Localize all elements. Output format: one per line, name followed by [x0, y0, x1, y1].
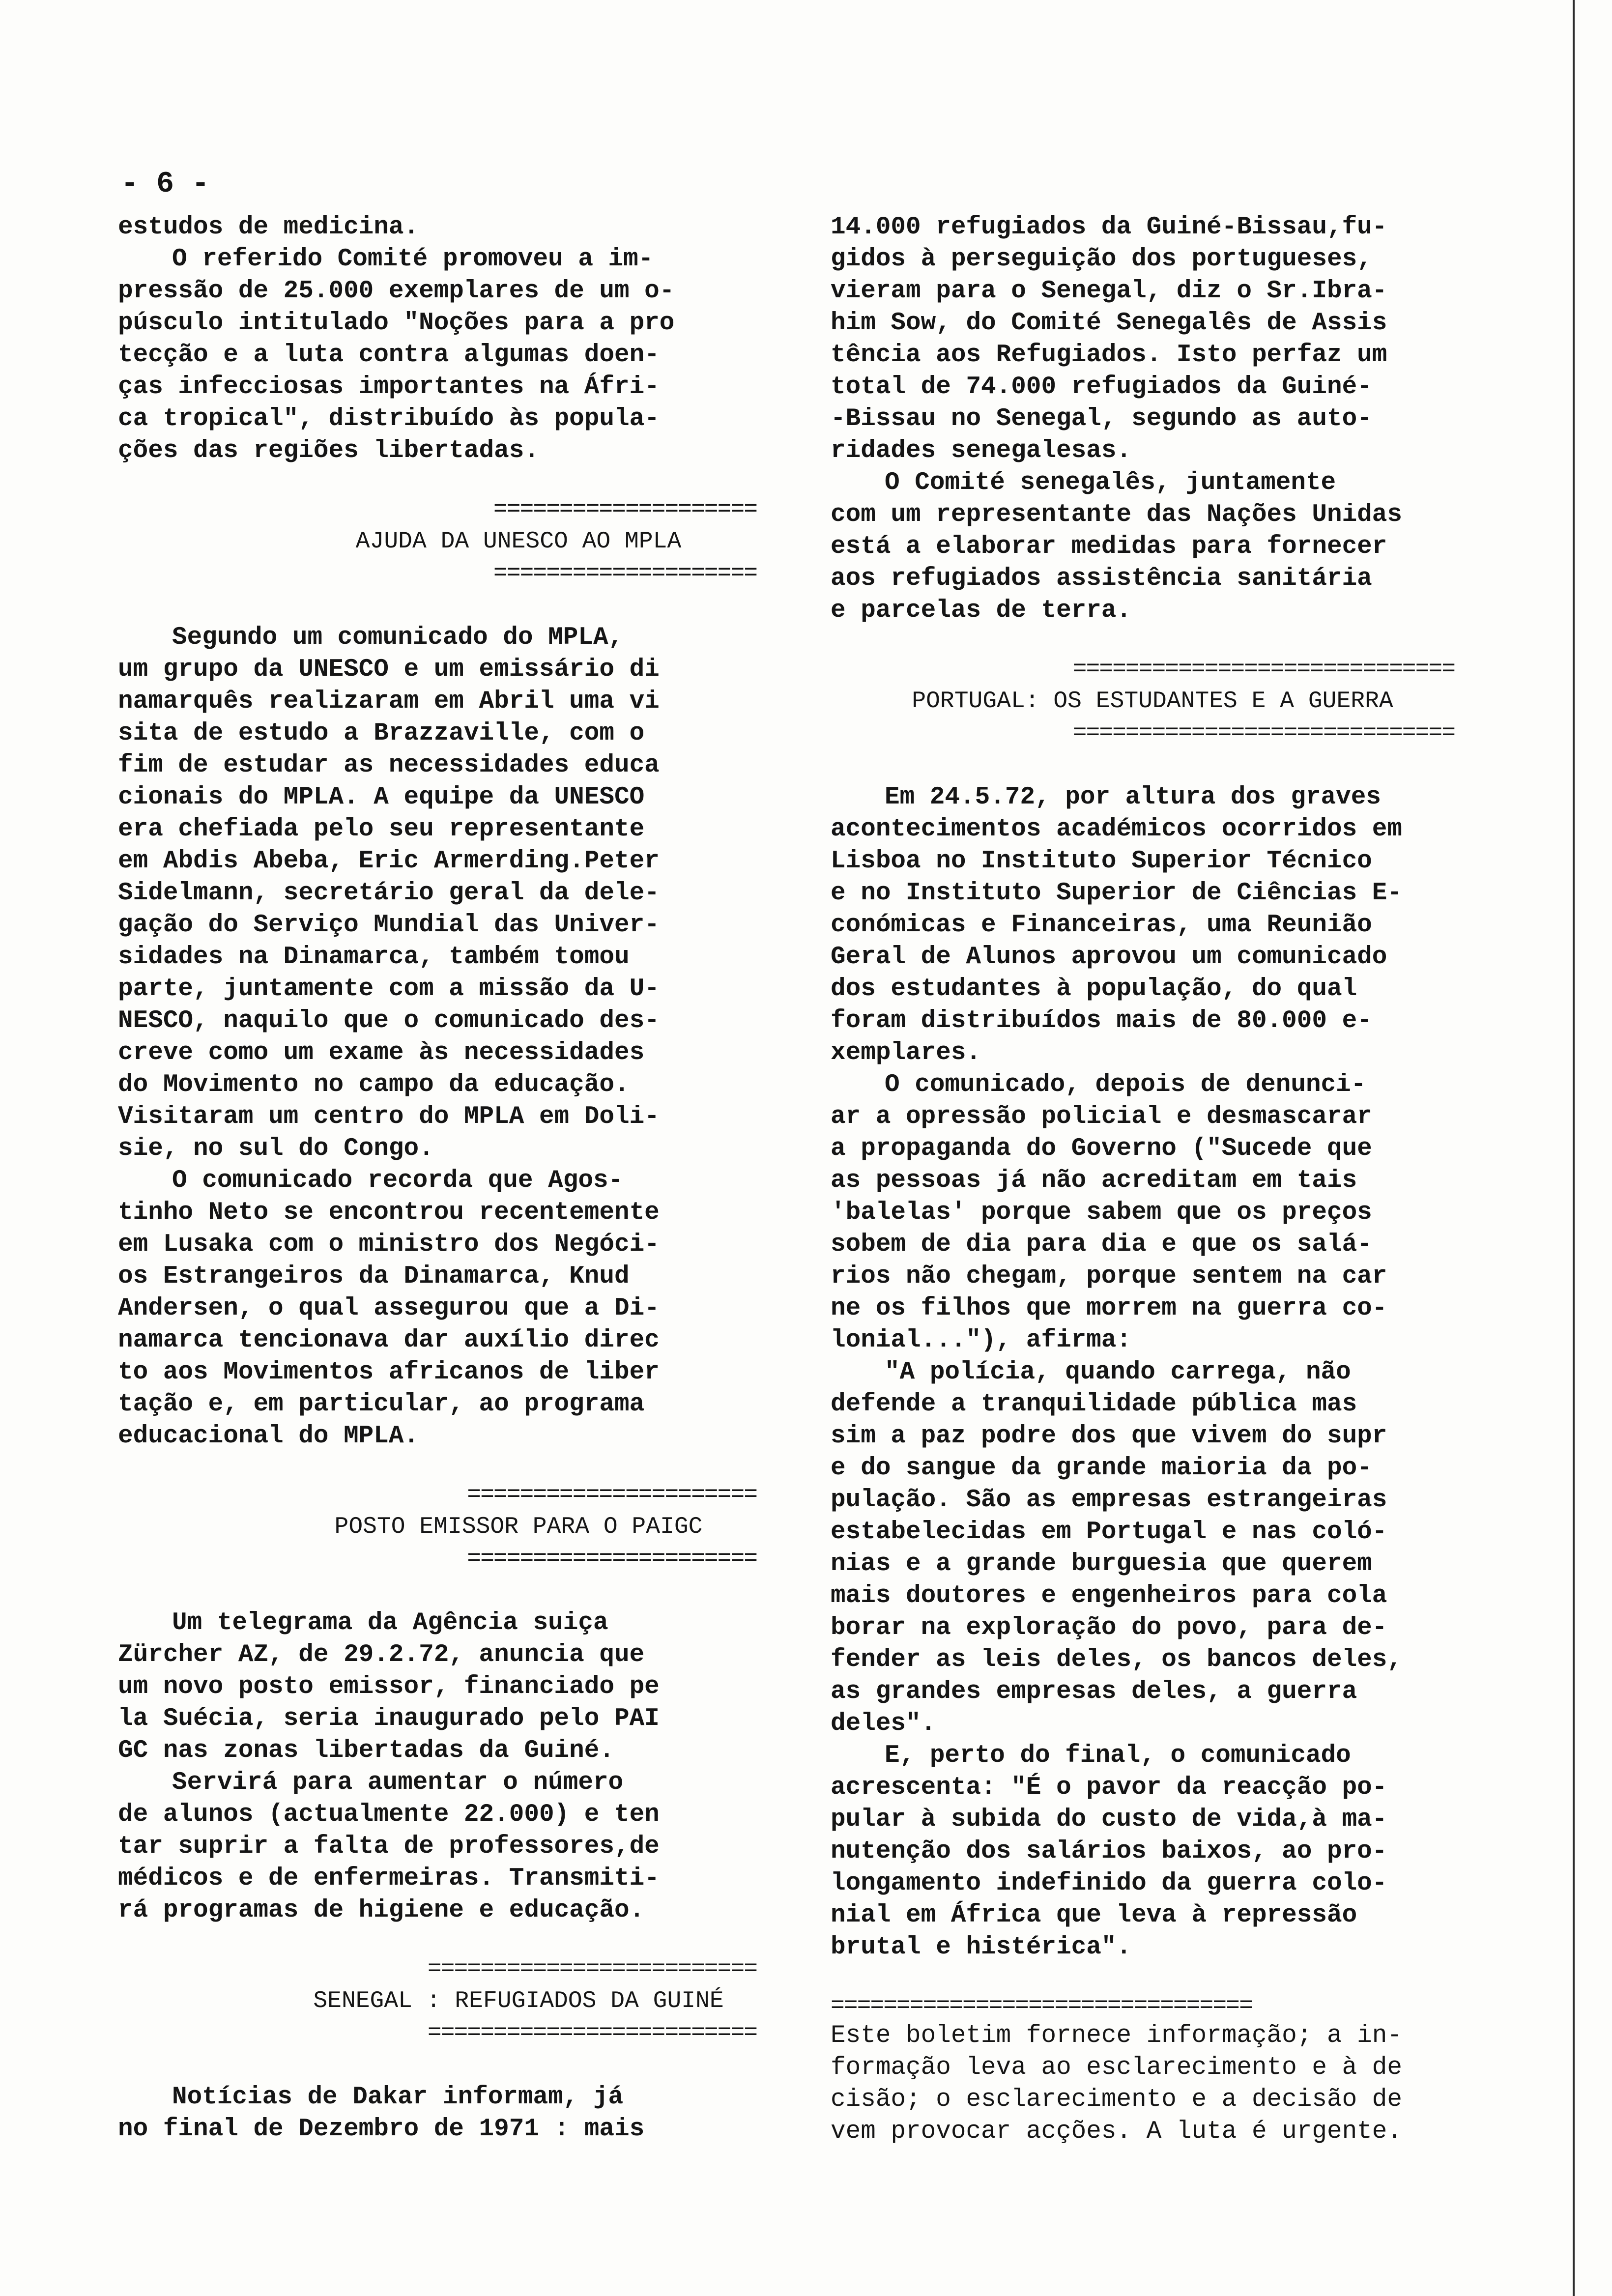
- text-line: defende a tranquilidade pública mas: [831, 1390, 1357, 1418]
- text-line: him Sow, do Comité Senegalês de Assis: [831, 309, 1387, 337]
- text-line: ças infecciosas importantes na Áfri-: [118, 373, 660, 401]
- text-line: estabelecidas em Portugal e nas coló-: [831, 1518, 1387, 1546]
- text-line: era chefiada pelo seu representante: [118, 815, 645, 843]
- text-line: "A polícia, quando carrega, não: [885, 1358, 1351, 1386]
- heading-rule: =========================: [427, 1956, 757, 1982]
- text-line: total de 74.000 refugiados da Guiné-: [831, 373, 1372, 401]
- portugal-paragraph-2: [831, 1069, 1469, 1356]
- text-line: nutenção dos salários baixos, ao pro-: [831, 1837, 1387, 1866]
- text-line: um novo posto emissor, financiado pe: [118, 1673, 660, 1701]
- left-intro: [118, 211, 757, 467]
- page-edge: [1573, 0, 1575, 2296]
- text-line: Visitaram um centro do MPLA em Doli-: [118, 1103, 660, 1131]
- text-line: namarquês realizaram em Abril uma vi: [118, 688, 660, 716]
- section-heading-mpla: [118, 494, 757, 590]
- text-line: Andersen, o qual assegurou que a Di-: [118, 1294, 660, 1322]
- text-line: aos refugiados assistência sanitária: [831, 565, 1372, 593]
- text-line: fim de estudar as necessidades educa: [118, 751, 660, 779]
- text-line: Geral de Alunos aprovou um comunicado: [831, 943, 1387, 971]
- text-line: tinho Neto se encontrou recentemente: [118, 1199, 660, 1227]
- senegal-paragraph-1: [118, 2081, 757, 2145]
- text-line: deles".: [831, 1710, 936, 1738]
- text-line: Segundo um comunicado do MPLA,: [172, 624, 624, 652]
- text-line: parte, juntamente com a missão da U-: [118, 975, 660, 1003]
- text-line: vem provocar acções. A luta é urgente.: [831, 2118, 1402, 2146]
- text-line: creve como um exame às necessidades: [118, 1039, 645, 1067]
- text-line: ca tropical", distribuído às popula-: [118, 405, 660, 433]
- closing-note: [831, 2020, 1469, 2148]
- text-line: cisão; o esclarecimento e a decisão de: [831, 2086, 1402, 2114]
- page-number: - 6 -: [121, 168, 210, 201]
- text-line: Zürcher AZ, de 29.2.72, anuncia que: [118, 1641, 645, 1669]
- text-line: sobem de dia para dia e que os salá-: [831, 1231, 1372, 1259]
- text-line: GC nas zonas libertadas da Guiné.: [118, 1737, 614, 1765]
- text-line: Sidelmann, secretário geral da dele-: [118, 879, 660, 907]
- text-line: sie, no sul do Congo.: [118, 1135, 434, 1163]
- text-line: educacional do MPLA.: [118, 1422, 419, 1450]
- closing-rule: ================================: [831, 1993, 1252, 2019]
- text-line: mais doutores e engenheiros para cola: [831, 1582, 1387, 1610]
- text-line: e no Instituto Superior de Ciências E-: [831, 879, 1402, 907]
- text-line: O comunicado recorda que Agos-: [172, 1167, 624, 1195]
- text-line: O Comité senegalês, juntamente: [885, 469, 1336, 497]
- text-line: brutal e histérica".: [831, 1933, 1132, 1961]
- heading-rule: =============================: [1072, 720, 1455, 746]
- mpla-paragraph-1: [118, 622, 757, 1165]
- text-line: as pessoas já não acreditam em tais: [831, 1167, 1357, 1195]
- text-line: ções das regiões libertadas.: [118, 437, 539, 465]
- right-intro-2: [831, 467, 1469, 627]
- mpla-paragraph-2: [118, 1165, 757, 1452]
- text-line: tência aos Refugiados. Isto perfaz um: [831, 341, 1387, 369]
- text-line: Notícias de Dakar informam, já: [172, 2083, 624, 2111]
- text-line: do Movimento no campo da educação.: [118, 1071, 630, 1099]
- text-line: O comunicado, depois de denunci-: [885, 1071, 1366, 1099]
- text-line: no final de Dezembro de 1971 : mais: [118, 2115, 645, 2143]
- text-line: sidades na Dinamarca, também tomou: [118, 943, 630, 971]
- text-line: O referido Comité promoveu a im-: [172, 245, 654, 273]
- text-line: gidos à perseguição dos portugueses,: [831, 245, 1372, 273]
- text-line: longamento indefinido da guerra colo-: [831, 1869, 1387, 1897]
- text-line: la Suécia, seria inaugurado pelo PAI: [118, 1705, 660, 1733]
- heading-rule: ====================: [493, 496, 757, 523]
- text-line: pular à subida do custo de vida,à ma-: [831, 1806, 1387, 1834]
- text-line: e parcelas de terra.: [831, 597, 1132, 625]
- text-line: tecção e a luta contra algumas doen-: [118, 341, 660, 369]
- text-line: lonial..."), afirma:: [831, 1326, 1132, 1354]
- text-line: Um telegrama da Agência suiça: [172, 1609, 608, 1637]
- text-line: médicos e de enfermeiras. Transmiti-: [118, 1865, 660, 1893]
- text-line: nias e a grande burguesia que querem: [831, 1550, 1372, 1578]
- text-line: rá programas de higiene e educação.: [118, 1896, 645, 1924]
- text-line: com um representante das Nações Unidas: [831, 501, 1402, 529]
- text-line: Este boletim fornece informação; a in-: [831, 2022, 1402, 2050]
- text-line: Em 24.5.72, por altura dos graves: [885, 783, 1381, 811]
- heading-title: SENEGAL : REFUGIADOS DA GUINÉ: [313, 1988, 724, 2014]
- text-line: acrescenta: "É o pavor da reacção po-: [831, 1774, 1387, 1802]
- text-line: a propaganda do Governo ("Sucede que: [831, 1135, 1372, 1163]
- text-line: to aos Movimentos africanos de liber: [118, 1358, 660, 1386]
- text-line: tação e, em particular, ao programa: [118, 1390, 645, 1418]
- heading-rule: ====================: [493, 560, 757, 587]
- text-line: ridades senegalesas.: [831, 437, 1132, 465]
- text-line: acontecimentos académicos ocorridos em: [831, 815, 1402, 843]
- text-line: estudos de medicina.: [118, 213, 419, 241]
- text-line: 'balelas' porque sabem que os preços: [831, 1199, 1372, 1227]
- text-line: e do sangue da grande maioria da po-: [831, 1454, 1372, 1482]
- heading-rule: ======================: [467, 1482, 757, 1508]
- heading-title: POSTO EMISSOR PARA O PAIGC: [334, 1514, 703, 1540]
- portugal-paragraph-4: [831, 1740, 1469, 1963]
- text-line: conómicas e Financeiras, uma Reunião: [831, 911, 1372, 939]
- text-line: de alunos (actualmente 22.000) e ten: [118, 1801, 660, 1829]
- text-line: um grupo da UNESCO e um emissário di: [118, 656, 660, 684]
- text-line: foram distribuídos mais de 80.000 e-: [831, 1007, 1372, 1035]
- right-intro: [831, 211, 1469, 467]
- text-line: as grandes empresas deles, a guerra: [831, 1678, 1357, 1706]
- text-line: púsculo intitulado "Noções para a pro: [118, 309, 675, 337]
- text-line: borar na exploração do povo, para de-: [831, 1614, 1387, 1642]
- text-line: vieram para o Senegal, diz o Sr.Ibra-: [831, 277, 1387, 305]
- text-line: sim a paz podre dos que vivem do supr: [831, 1422, 1387, 1450]
- text-line: pulação. São as empresas estrangeiras: [831, 1486, 1387, 1514]
- text-line: -Bissau no Senegal, segundo as auto-: [831, 405, 1372, 433]
- portugal-paragraph-3: [831, 1356, 1469, 1740]
- text-line: tar suprir a falta de professores,de: [118, 1833, 660, 1861]
- section-heading-senegal: [118, 1953, 757, 2049]
- text-line: cionais do MPLA. A equipe da UNESCO: [118, 783, 645, 811]
- text-line: rios não chegam, porque sentem na car: [831, 1263, 1387, 1291]
- right-column: [831, 211, 1469, 2148]
- text-line: sita de estudo a Brazzaville, com o: [118, 719, 645, 747]
- left-column: [118, 211, 757, 2145]
- heading-rule: ======================: [467, 1546, 757, 1572]
- text-line: gação do Serviço Mundial das Univer-: [118, 911, 660, 939]
- text-line: pressão de 25.000 exemplares de um o-: [118, 277, 675, 305]
- text-line: xemplares.: [831, 1039, 981, 1067]
- text-line: formação leva ao esclarecimento e à de: [831, 2054, 1402, 2082]
- text-line: fender as leis deles, os bancos deles,: [831, 1646, 1402, 1674]
- text-line: Lisboa no Instituto Superior Técnico: [831, 847, 1372, 875]
- text-line: os Estrangeiros da Dinamarca, Knud: [118, 1263, 630, 1291]
- paigc-paragraph-2: [118, 1767, 757, 1926]
- section-heading-portugal: [831, 654, 1469, 749]
- paigc-paragraph-1: [118, 1607, 757, 1767]
- heading-rule: =============================: [1072, 656, 1455, 683]
- heading-title: PORTUGAL: OS ESTUDANTES E A GUERRA: [912, 688, 1393, 715]
- text-line: ne os filhos que morrem na guerra co-: [831, 1294, 1387, 1322]
- text-line: E, perto do final, o comunicado: [885, 1742, 1351, 1770]
- heading-title: AJUDA DA UNESCO AO MPLA: [355, 528, 682, 555]
- heading-rule: =========================: [427, 2020, 757, 2046]
- text-line: em Lusaka com o ministro dos Negóci-: [118, 1231, 660, 1259]
- text-line: dos estudantes à população, do qual: [831, 975, 1357, 1003]
- text-line: NESCO, naquilo que o comunicado des-: [118, 1007, 660, 1035]
- text-line: namarca tencionava dar auxílio direc: [118, 1326, 660, 1354]
- text-line: em Abdis Abeba, Eric Armerding.Peter: [118, 847, 660, 875]
- text-line: Servirá para aumentar o número: [172, 1769, 624, 1797]
- portugal-paragraph-1: [831, 781, 1469, 1069]
- text-line: nial em África que leva à repressão: [831, 1901, 1357, 1929]
- text-line: 14.000 refugiados da Guiné-Bissau,fu-: [831, 213, 1387, 241]
- text-line: está a elaborar medidas para fornecer: [831, 533, 1387, 561]
- section-heading-paigc: [118, 1479, 757, 1575]
- text-line: ar a opressão policial e desmascarar: [831, 1103, 1372, 1131]
